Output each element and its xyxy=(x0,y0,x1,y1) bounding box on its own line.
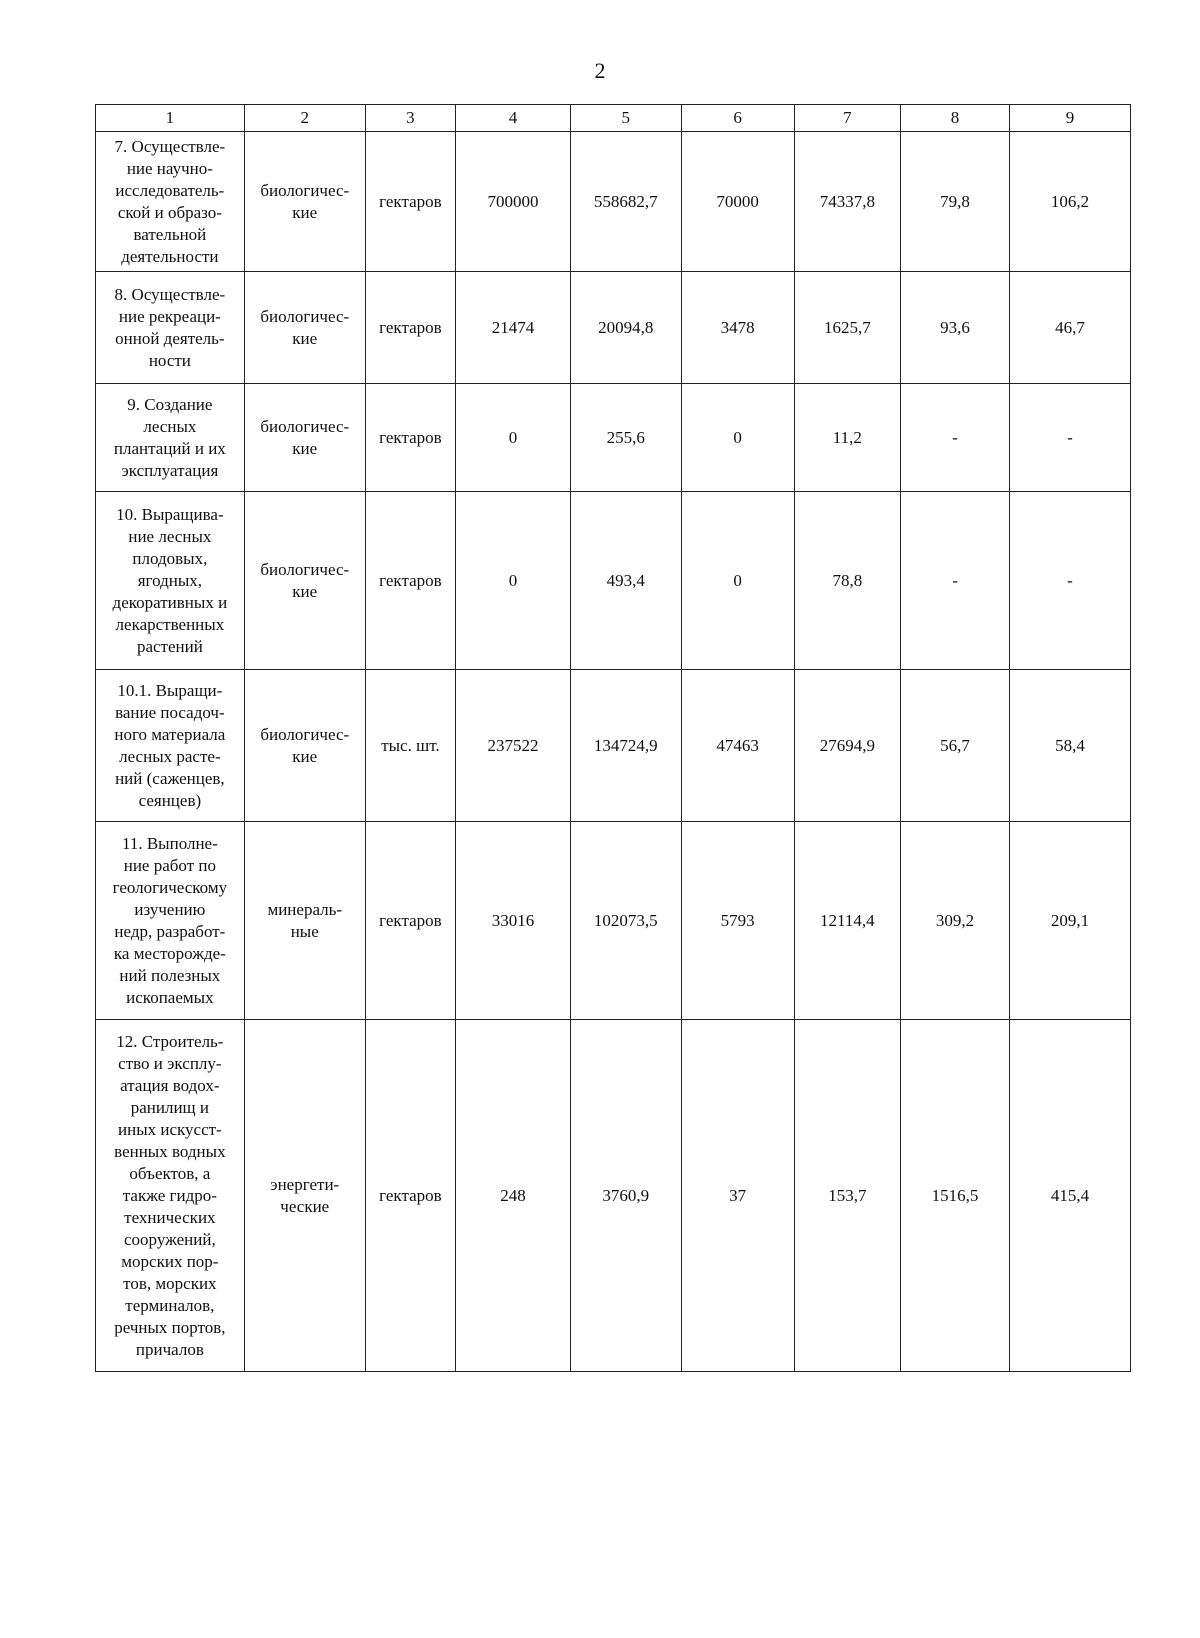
value-cell: 248 xyxy=(456,1020,571,1372)
value-cell: 255,6 xyxy=(570,384,681,492)
column-header: 2 xyxy=(244,105,365,132)
unit-cell: тыс. шт. xyxy=(365,670,455,822)
value-cell: 3478 xyxy=(681,272,794,384)
value-cell: - xyxy=(901,384,1010,492)
value-cell: 74337,8 xyxy=(794,132,901,272)
unit-cell: гектаров xyxy=(365,1020,455,1372)
value-cell: 78,8 xyxy=(794,492,901,670)
activity-cell: 10. Выращива- ние лесных плодовых, ягодных, декоративных и лекарственных растений xyxy=(96,492,245,670)
column-header: 9 xyxy=(1009,105,1130,132)
activity-cell: 9. Создание лесных плантаций и их эксплуатация xyxy=(96,384,245,492)
column-header: 8 xyxy=(901,105,1010,132)
value-cell: 58,4 xyxy=(1009,670,1130,822)
value-cell: 93,6 xyxy=(901,272,1010,384)
value-cell: - xyxy=(1009,384,1130,492)
table-row xyxy=(96,1020,1131,1372)
activity-cell: 10.1. Выращи- вание посадоч- ного материала лесных расте- ний (саженцев, сеянцев) xyxy=(96,670,245,822)
resource-type-cell: биологичес- кие xyxy=(244,272,365,384)
value-cell: 415,4 xyxy=(1009,1020,1130,1372)
table-row xyxy=(96,492,1131,670)
value-cell: 3760,9 xyxy=(570,1020,681,1372)
value-cell: 0 xyxy=(456,492,571,670)
value-cell: 0 xyxy=(681,384,794,492)
unit-cell: гектаров xyxy=(365,272,455,384)
value-cell: - xyxy=(901,492,1010,670)
value-cell: 1625,7 xyxy=(794,272,901,384)
table-row xyxy=(96,132,1131,272)
resource-type-cell: энергети- ческие xyxy=(244,1020,365,1372)
header-row xyxy=(96,105,1131,132)
value-cell: 1516,5 xyxy=(901,1020,1010,1372)
value-cell: 0 xyxy=(681,492,794,670)
value-cell: 12114,4 xyxy=(794,822,901,1020)
page-number: 2 xyxy=(594,58,606,83)
value-cell: 237522 xyxy=(456,670,571,822)
activity-cell: 11. Выполне- ние работ по геологическому изучению недр, разработ- ка месторожде- ний полезных ископаемых xyxy=(96,822,245,1020)
value-cell: 134724,9 xyxy=(570,670,681,822)
resource-type-cell: биологичес- кие xyxy=(244,384,365,492)
value-cell: 70000 xyxy=(681,132,794,272)
table-row xyxy=(96,272,1131,384)
value-cell: 493,4 xyxy=(570,492,681,670)
value-cell: 79,8 xyxy=(901,132,1010,272)
column-header: 5 xyxy=(570,105,681,132)
value-cell: 37 xyxy=(681,1020,794,1372)
value-cell: 0 xyxy=(456,384,571,492)
value-cell: 106,2 xyxy=(1009,132,1130,272)
value-cell: 56,7 xyxy=(901,670,1010,822)
value-cell: 102073,5 xyxy=(570,822,681,1020)
column-header: 3 xyxy=(365,105,455,132)
value-cell: 20094,8 xyxy=(570,272,681,384)
table-row xyxy=(96,822,1131,1020)
unit-cell: гектаров xyxy=(365,384,455,492)
value-cell: 21474 xyxy=(456,272,571,384)
resource-type-cell: биологичес- кие xyxy=(244,132,365,272)
activity-cell: 7. Осуществле- ние научно- исследователь- ской и образо- вательной деятельности xyxy=(96,132,245,272)
value-cell: 209,1 xyxy=(1009,822,1130,1020)
column-header: 1 xyxy=(96,105,245,132)
resource-type-cell: минераль- ные xyxy=(244,822,365,1020)
activity-cell: 12. Строитель- ство и эксплу- атация водох- ранилищ и иных искусст- венных водных объектов, а также гидро- технических сооружений, морских пор- тов, морских терминалов, речных портов, причалов xyxy=(96,1020,245,1372)
data-table xyxy=(95,104,1131,1372)
value-cell: 47463 xyxy=(681,670,794,822)
value-cell: - xyxy=(1009,492,1130,670)
activity-cell: 8. Осуществле- ние рекреаци- онной деятель- ности xyxy=(96,272,245,384)
unit-cell: гектаров xyxy=(365,822,455,1020)
unit-cell: гектаров xyxy=(365,492,455,670)
value-cell: 309,2 xyxy=(901,822,1010,1020)
table-row xyxy=(96,670,1131,822)
unit-cell: гектаров xyxy=(365,132,455,272)
value-cell: 46,7 xyxy=(1009,272,1130,384)
value-cell: 700000 xyxy=(456,132,571,272)
table-row xyxy=(96,384,1131,492)
column-header: 4 xyxy=(456,105,571,132)
value-cell: 558682,7 xyxy=(570,132,681,272)
value-cell: 33016 xyxy=(456,822,571,1020)
column-header: 6 xyxy=(681,105,794,132)
value-cell: 153,7 xyxy=(794,1020,901,1372)
resource-type-cell: биологичес- кие xyxy=(244,670,365,822)
value-cell: 11,2 xyxy=(794,384,901,492)
value-cell: 27694,9 xyxy=(794,670,901,822)
column-header: 7 xyxy=(794,105,901,132)
value-cell: 5793 xyxy=(681,822,794,1020)
resource-type-cell: биологичес- кие xyxy=(244,492,365,670)
